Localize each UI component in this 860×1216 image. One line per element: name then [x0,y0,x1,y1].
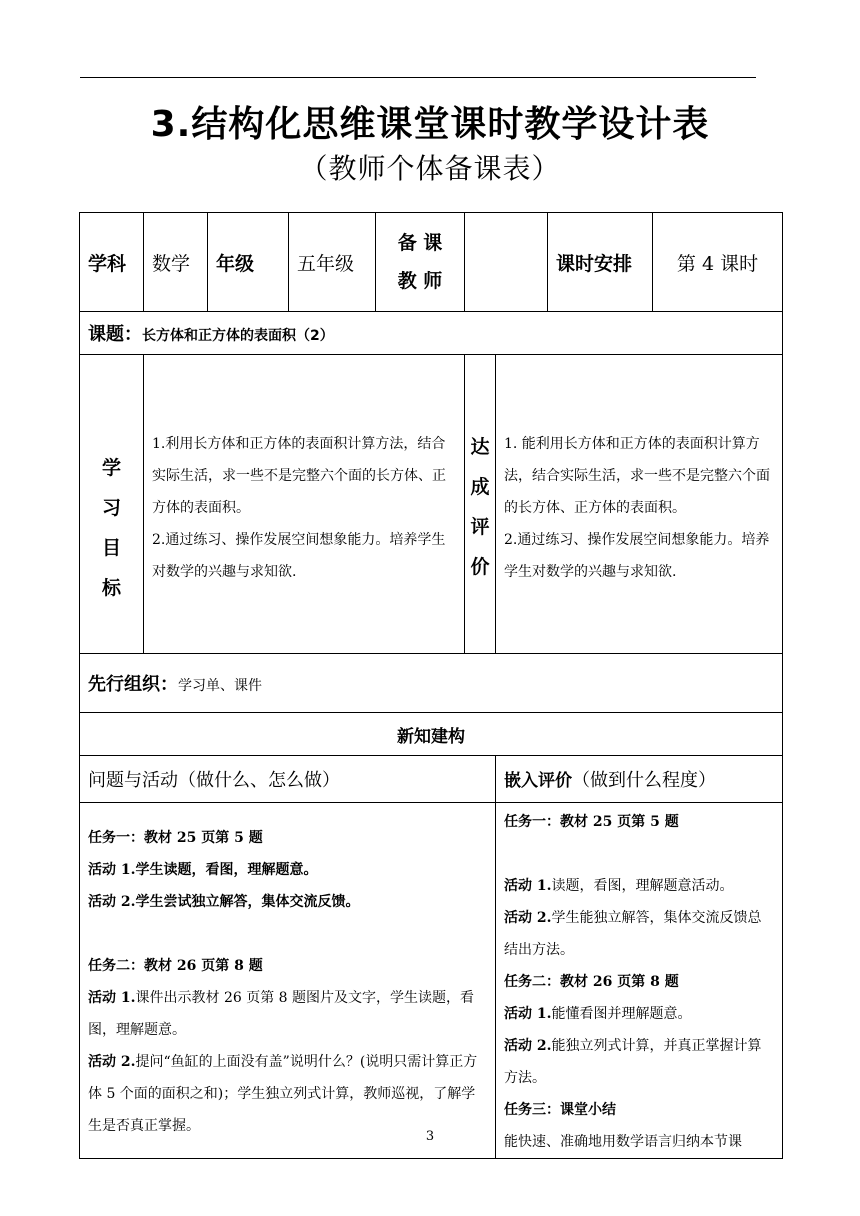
left-line-text: 课件出示教材 26 页第 8 题图片及文字，学生读题，看图，理解题意。 [88,990,475,1038]
assessment-content [496,355,783,654]
right-line [504,1030,774,1094]
topic-label: 课题： [88,324,142,345]
grade-label: 年级 [208,213,289,312]
right-line-prefix: 活动 1. [504,1006,552,1022]
subject-label: 学科 [80,213,144,312]
right-line-prefix: 活动 1. [504,878,552,894]
teacher-label [376,213,465,312]
organizer-label: 先行组织： [88,674,178,695]
teacher-label-line-1: 备 课 [397,232,443,254]
goals-label-char: 学 [101,457,121,479]
right-line-prefix: 活动 2. [504,1038,552,1054]
column-header-row [80,756,783,803]
header-rule [80,77,756,78]
organizer-cell [80,654,783,713]
right-line: 能快速、准确地用数学语言归纳本节课 [504,1134,742,1150]
page-number: 3 [425,1129,435,1144]
left-line: 任务一：教材 25 页第 5 题 [88,830,263,846]
topic-cell [80,312,783,355]
teacher-value [465,213,548,312]
left-line: 活动 1.学生读题，看图，理解题意。 [88,862,318,878]
left-line-prefix: 活动 1. [88,990,136,1006]
organizer-value: 学习单、课件 [178,678,262,694]
goals-content [144,355,465,654]
topic-value: 长方体和正方体的表面积（2） [142,328,334,344]
assessment-label-char: 评 [470,516,490,538]
assessment-item: 2.通过练习、操作发展空间想象能力。培养学生对数学的兴趣与求知欲. [504,532,770,580]
right-assessment [496,803,783,1159]
goal-item: 2.通过练习、操作发展空间想象能力。培养学生对数学的兴趣与求知欲. [152,532,446,580]
right-column-header [496,756,783,803]
right-line-prefix: 活动 2. [504,910,552,926]
right-line [504,870,774,902]
goals-row [80,355,783,654]
goals-label-char: 标 [101,577,121,599]
grade-value: 五年级 [289,213,376,312]
right-line: 任务二：教材 26 页第 8 题 [504,974,679,990]
left-line [88,918,487,950]
schedule-label: 课时安排 [548,213,653,312]
goals-label-char: 习 [101,497,121,519]
page-subtitle: （教师个体备课表） [299,152,561,185]
right-line-text: 能独立列式计算，并真正掌握计算方法。 [504,1038,762,1086]
schedule-value: 第 4 课时 [653,213,783,312]
left-activities [80,803,496,1159]
left-line-prefix: 活动 2. [88,1054,136,1070]
goals-label [80,355,144,654]
left-line [88,1046,487,1142]
topic-row [80,312,783,355]
right-column-header-rest: （做到什么程度） [572,770,716,791]
left-line [88,982,487,1046]
section-row [80,713,783,756]
assessment-label [465,355,496,654]
assessment-label-char: 达 [470,436,490,458]
right-line: 任务三：课堂小结 [504,1102,616,1118]
goals-label-char: 目 [101,537,121,559]
page-title: 3.结构化思维课堂课时教学设计表 [150,104,710,145]
right-line: 任务一：教材 25 页第 5 题 [504,814,679,830]
right-line-text: 学生能独立解答，集体交流反馈总结出方法。 [504,910,762,958]
goal-item: 1.利用长方体和正方体的表面积计算方法，结合实际生活，求一些不是完整六个面的长方体、正方体的表面积。 [152,436,446,516]
right-line [504,902,774,966]
subject-value: 数学 [144,213,208,312]
right-column-header-bold: 嵌入评价 [504,771,572,791]
assessment-label-char: 成 [470,476,490,498]
left-column-header: 问题与活动（做什么、怎么做） [80,756,496,803]
left-line: 任务二：教材 26 页第 8 题 [88,958,263,974]
lesson-plan-table [79,212,783,1159]
right-line-text: 读题，看图，理解题意活动。 [551,878,734,894]
assessment-item: 1. 能利用长方体和正方体的表面积计算方法，结合实际生活，求一些不是完整六个面的长方体、正方体的表面积。 [504,436,770,516]
content-row [80,803,783,1159]
right-line [504,998,774,1030]
organizer-row [80,654,783,713]
section-title: 新知建构 [80,713,783,756]
left-line-text: 提问“鱼缸的上面没有盖”说明什么？(说明只需计算正方体 5 个面的面积之和)；学生独立列式计算，教师巡视，了解学生是否真正掌握。 [88,1054,478,1134]
assessment-label-char: 价 [470,556,490,578]
right-line [504,838,774,870]
teacher-label-line-2: 教 师 [397,270,443,292]
left-line: 活动 2.学生尝试独立解答，集体交流反馈。 [88,894,360,910]
info-row [80,213,783,312]
right-line-text: 能懂看图并理解题意。 [551,1006,692,1022]
